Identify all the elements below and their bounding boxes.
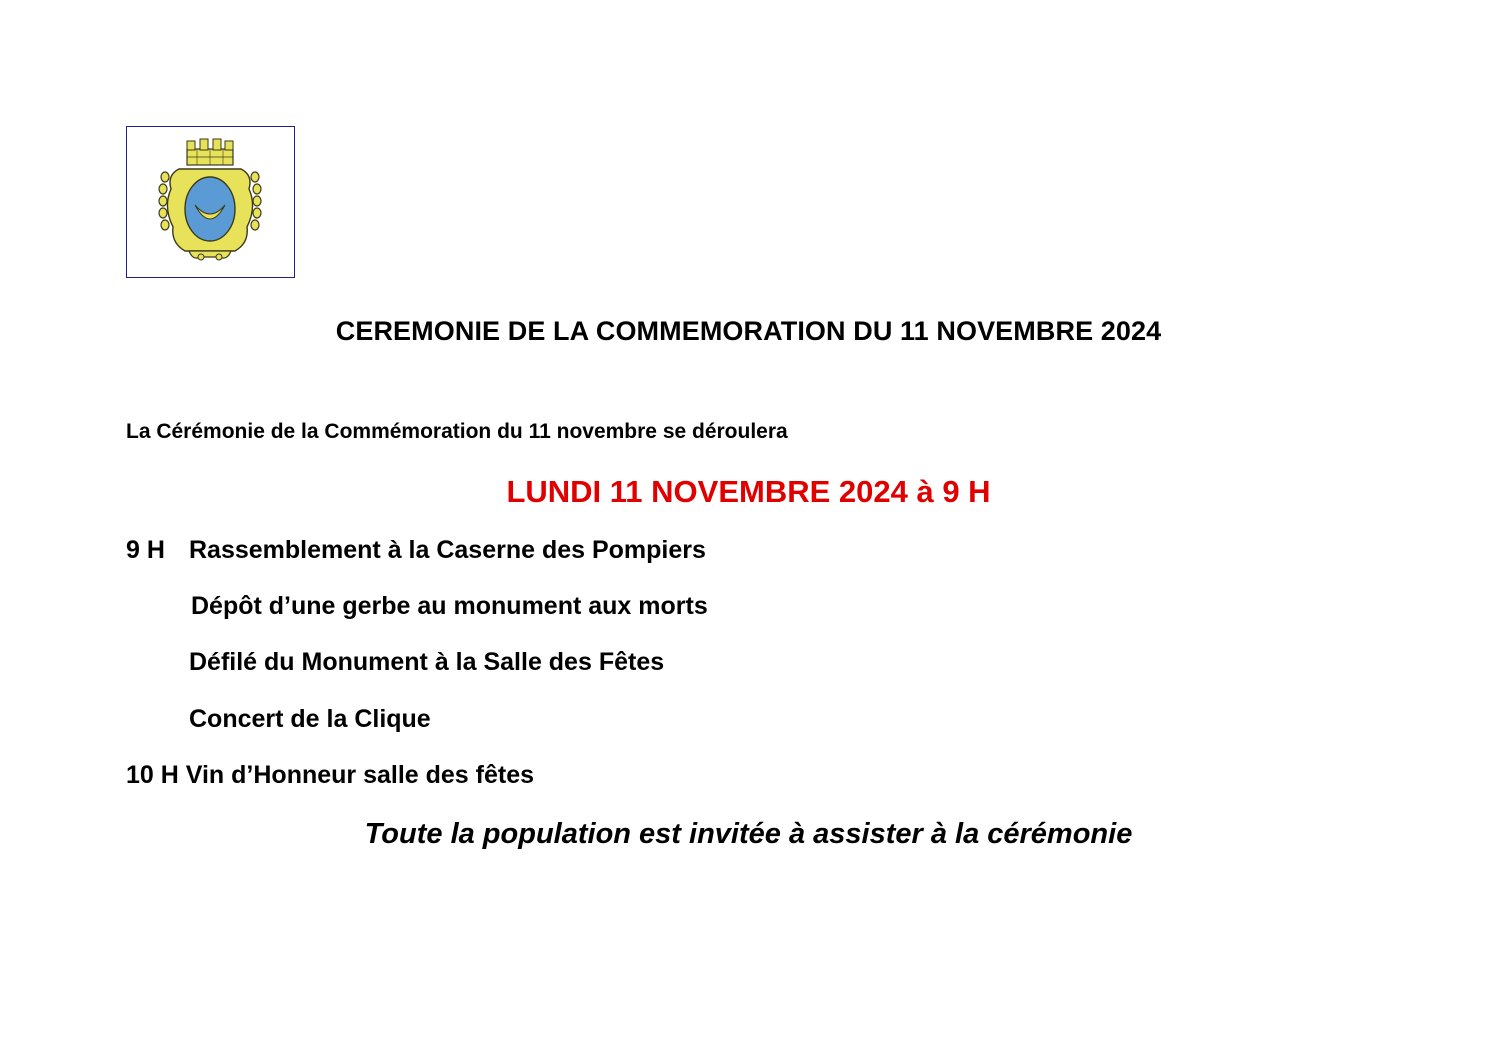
schedule-item [189, 705, 431, 734]
schedule-item [126, 536, 706, 565]
schedule-text: Concert de la Clique [189, 705, 431, 733]
schedule-text: Dépôt d’une gerbe au monument aux morts [191, 592, 708, 620]
event-date: LUNDI 11 NOVEMBRE 2024 à 9 H [506, 474, 991, 509]
closing-invitation: Toute la population est invitée à assister à la cérémonie [364, 818, 1133, 850]
schedule-text: Rassemblement à la Caserne des Pompiers [189, 536, 706, 564]
schedule-time: 9 H [126, 536, 165, 564]
schedule-item [191, 592, 708, 621]
town-coat-of-arms-icon [127, 127, 294, 277]
mural-crown-icon [187, 139, 233, 165]
coat-of-arms-logo [126, 126, 295, 278]
schedule-text: Vin d’Honneur salle des fêtes [185, 761, 535, 789]
schedule-text: Défilé du Monument à la Salle des Fêtes [189, 648, 665, 676]
schedule-item [126, 761, 534, 790]
schedule-time: 10 H [126, 761, 179, 789]
intro-text: La Cérémonie de la Commémoration du 11 novembre se déroulera [126, 420, 788, 443]
schedule-item [189, 648, 664, 677]
page-title: CEREMONIE DE LA COMMEMORATION DU 11 NOVEMBRE 2024 [335, 316, 1162, 346]
shield-oval [185, 177, 235, 241]
